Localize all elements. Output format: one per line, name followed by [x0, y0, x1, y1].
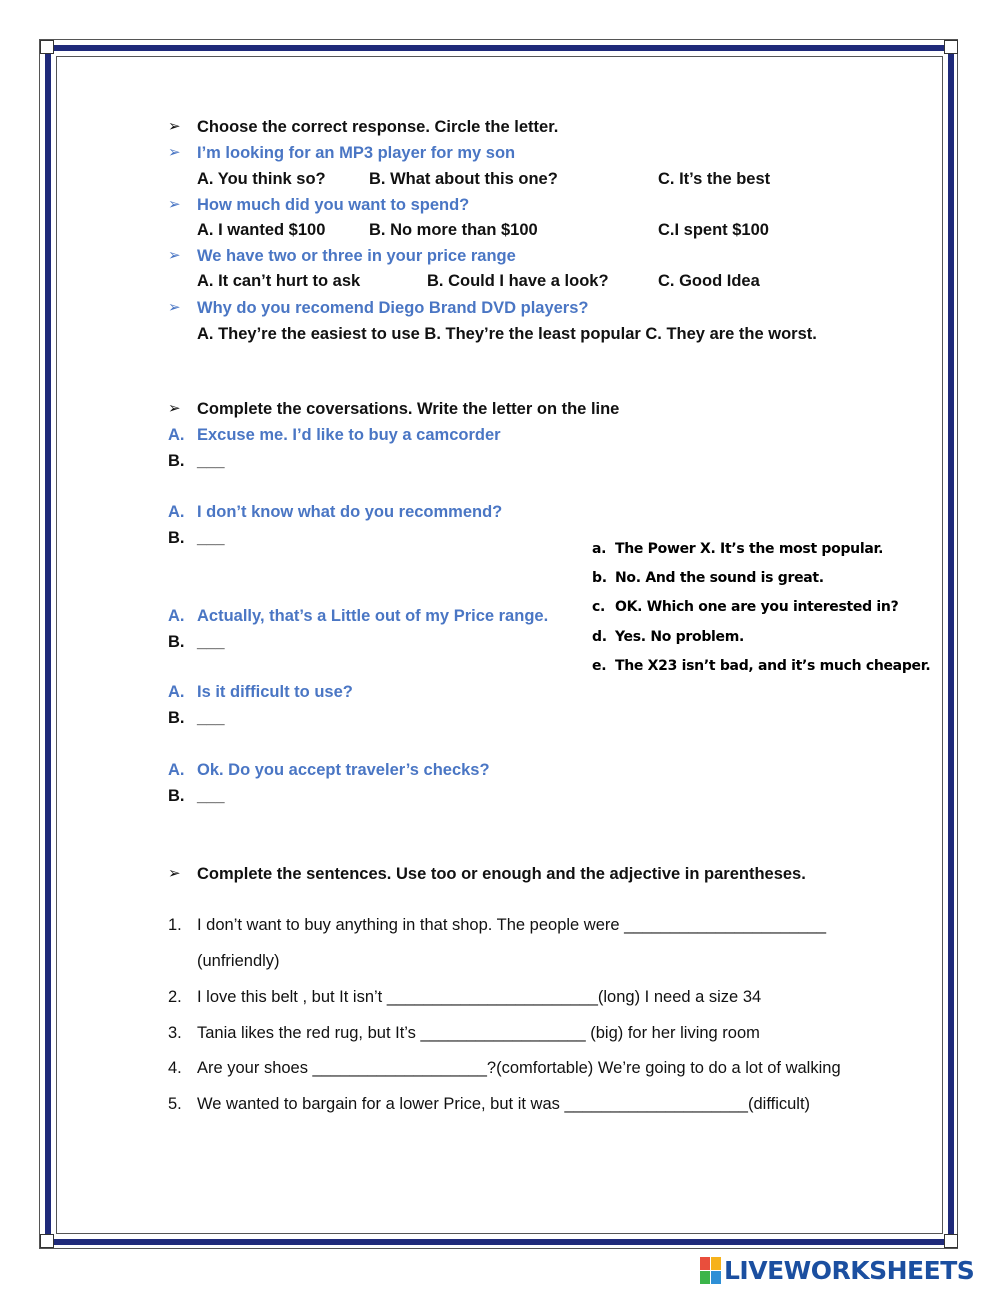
- sentence-number: 1.: [168, 916, 182, 934]
- frame-corner-top-right: [944, 40, 958, 54]
- arrow-bullet-icon: ➢: [168, 400, 181, 417]
- section1-instruction: Choose the correct response. Circle the letter.: [197, 118, 559, 136]
- speaker-a-line: Ok. Do you accept traveler’s checks?: [197, 761, 490, 779]
- answer-blank[interactable]: ___: [197, 452, 225, 470]
- speaker-b-label: B.: [168, 709, 185, 727]
- answer-blank[interactable]: ___: [197, 709, 225, 727]
- sentence-text[interactable]: I don’t want to buy anything in that shop. The people were ______________________: [197, 916, 827, 934]
- speaker-b-label: B.: [168, 529, 185, 547]
- question-prompt: How much did you want to spend?: [197, 196, 470, 214]
- sentence-text[interactable]: I love this belt , but It isn’t _______________________(long) I need a size 34: [197, 988, 762, 1006]
- speaker-a-label: A.: [168, 607, 185, 625]
- choice-a[interactable]: A. You think so?: [197, 170, 326, 188]
- answer-blank[interactable]: ___: [197, 787, 225, 805]
- speaker-a-label: A.: [168, 503, 185, 521]
- frame-corner-bottom-left: [40, 1234, 54, 1248]
- answer-blank[interactable]: ___: [197, 529, 225, 547]
- choice-c[interactable]: C. Good Idea: [658, 272, 760, 290]
- speaker-a-label: A.: [168, 761, 185, 779]
- choice-b[interactable]: B. No more than $100: [369, 221, 538, 239]
- arrow-bullet-icon: ➢: [168, 144, 181, 161]
- choice-b[interactable]: B. What about this one?: [369, 170, 558, 188]
- option-text: The Power X. It’s the most popular.: [615, 541, 884, 557]
- sentence-continuation: (unfriendly): [197, 952, 280, 970]
- speaker-a-line: Excuse me. I’d like to buy a camcorder: [197, 426, 501, 444]
- arrow-bullet-icon: ➢: [168, 118, 181, 135]
- option-letter: b.: [592, 570, 607, 586]
- option-text: OK. Which one are you interested in?: [615, 599, 899, 615]
- arrow-bullet-icon: ➢: [168, 299, 181, 316]
- question-prompt: I’m looking for an MP3 player for my son: [197, 144, 516, 162]
- sentence-text[interactable]: Tania likes the red rug, but It’s __________________ (big) for her living room: [197, 1024, 760, 1042]
- speaker-b-label: B.: [168, 787, 185, 805]
- speaker-a-line: Is it difficult to use?: [197, 683, 353, 701]
- speaker-b-label: B.: [168, 452, 185, 470]
- arrow-bullet-icon: ➢: [168, 196, 181, 213]
- sentence-number: 5.: [168, 1095, 182, 1113]
- sentence-number: 2.: [168, 988, 182, 1006]
- speaker-a-label: A.: [168, 426, 185, 444]
- speaker-a-label: A.: [168, 683, 185, 701]
- question-prompt: Why do you recomend Diego Brand DVD players?: [197, 299, 589, 317]
- question-prompt: We have two or three in your price range: [197, 247, 516, 265]
- choices-line[interactable]: A. They’re the easiest to use B. They’re the least popular C. They are the worst.: [197, 325, 817, 343]
- choice-c[interactable]: C. It’s the best: [658, 170, 771, 188]
- arrow-bullet-icon: ➢: [168, 247, 181, 264]
- sentence-number: 3.: [168, 1024, 182, 1042]
- speaker-a-line: Actually, that’s a Little out of my Price range.: [197, 607, 549, 625]
- choice-a[interactable]: A. I wanted $100: [197, 221, 326, 239]
- frame-corner-top-left: [40, 40, 54, 54]
- liveworksheets-logo[interactable]: [700, 1255, 974, 1285]
- speaker-b-label: B.: [168, 633, 185, 651]
- option-text: The X23 isn’t bad, and it’s much cheaper.: [615, 658, 931, 674]
- brand-name: LIVEWORKSHEETS: [724, 1255, 975, 1285]
- logo-blocks-icon: [700, 1257, 721, 1284]
- sentence-text[interactable]: Are your shoes ___________________?(comfortable) We’re going to do a lot of walking: [197, 1059, 841, 1077]
- choice-a[interactable]: A. It can’t hurt to ask: [197, 272, 361, 290]
- option-text: No. And the sound is great.: [615, 570, 824, 586]
- section3-instruction: Complete the sentences. Use too or enough and the adjective in parentheses.: [197, 865, 806, 883]
- sentence-text[interactable]: We wanted to bargain for a lower Price, but it was ____________________(difficult): [197, 1095, 811, 1113]
- option-letter: c.: [592, 599, 606, 615]
- section2-instruction: Complete the coversations. Write the letter on the line: [197, 400, 620, 418]
- speaker-a-line: I don’t know what do you recommend?: [197, 503, 503, 521]
- frame-corner-bottom-right: [944, 1234, 958, 1248]
- choice-b[interactable]: B. Could I have a look?: [427, 272, 609, 290]
- option-text: Yes. No problem.: [615, 629, 745, 645]
- option-letter: a.: [592, 541, 607, 557]
- option-letter: e.: [592, 658, 607, 674]
- option-letter: d.: [592, 629, 607, 645]
- answer-blank[interactable]: ___: [197, 633, 225, 651]
- arrow-bullet-icon: ➢: [168, 865, 181, 882]
- sentence-number: 4.: [168, 1059, 182, 1077]
- choice-c[interactable]: C.I spent $100: [658, 221, 769, 239]
